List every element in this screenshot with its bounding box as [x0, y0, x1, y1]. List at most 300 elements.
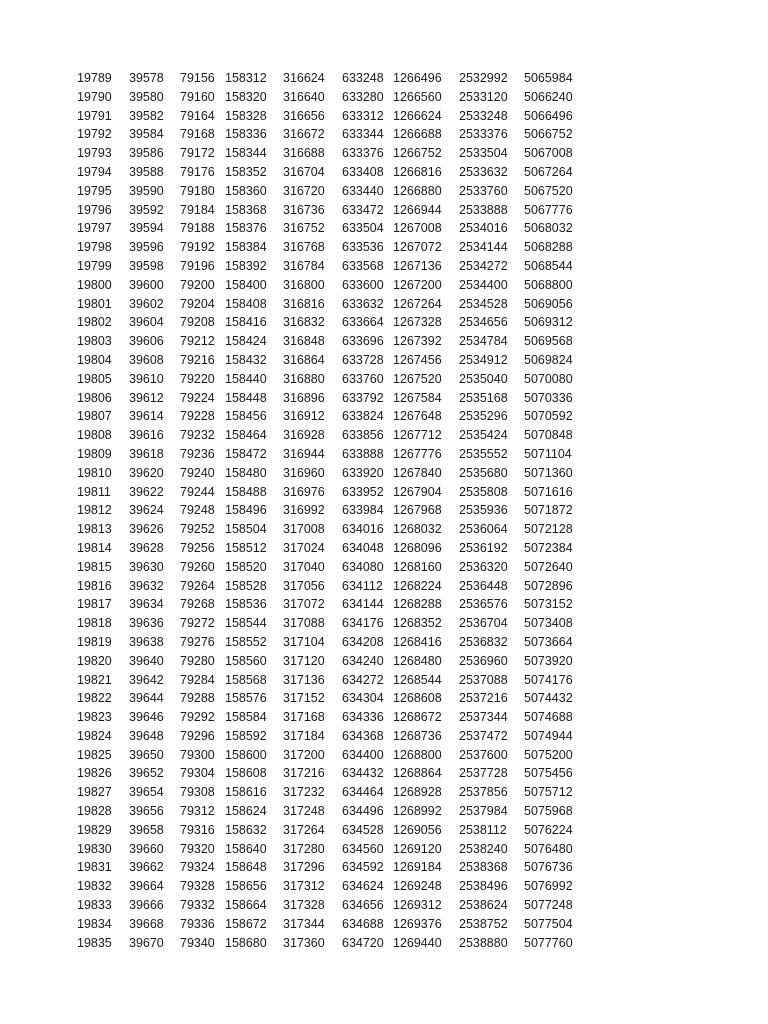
table-cell: 317184 — [283, 728, 325, 743]
table-cell: 39640 — [129, 653, 164, 668]
table-cell: 634176 — [342, 616, 384, 631]
table-cell: 5076992 — [524, 879, 573, 894]
table-cell: 633248 — [342, 71, 384, 85]
table-cell: 158576 — [225, 691, 267, 706]
table-cell: 79224 — [180, 390, 215, 405]
table-cell: 39644 — [129, 691, 164, 706]
table-cell: 2537856 — [459, 785, 508, 800]
table-cell: 316976 — [283, 484, 325, 499]
table-row — [0, 257, 768, 276]
table-cell: 2533504 — [459, 146, 508, 161]
table-cell: 5071872 — [524, 503, 573, 518]
table-cell: 1267072 — [393, 240, 442, 255]
table-cell: 1267712 — [393, 428, 442, 443]
table-cell: 19794 — [77, 164, 112, 179]
table-cell: 39660 — [129, 841, 164, 856]
table-cell: 79176 — [180, 164, 215, 179]
table-cell: 39662 — [129, 860, 164, 875]
table-cell: 633344 — [342, 127, 384, 142]
table-cell: 5074688 — [524, 710, 573, 725]
table-cell: 2534400 — [459, 277, 508, 292]
table-cell: 158536 — [225, 597, 267, 612]
table-cell: 2536832 — [459, 634, 508, 649]
table-cell: 39664 — [129, 879, 164, 894]
table-cell: 158656 — [225, 879, 267, 894]
table-cell: 158416 — [225, 315, 267, 330]
table-row — [0, 238, 768, 257]
table-cell: 1268352 — [393, 616, 442, 631]
table-cell: 317344 — [283, 916, 325, 931]
table-cell: 634560 — [342, 841, 384, 856]
table-cell: 158384 — [225, 240, 267, 255]
table-cell: 2537216 — [459, 691, 508, 706]
table-cell: 39628 — [129, 540, 164, 555]
table-cell: 1268864 — [393, 766, 442, 781]
table-row — [0, 69, 768, 88]
table-cell: 5070080 — [524, 371, 573, 386]
table-cell: 5067776 — [524, 202, 573, 217]
table-cell: 5073664 — [524, 634, 573, 649]
table-cell: 39598 — [129, 258, 164, 273]
table-cell: 1268096 — [393, 540, 442, 555]
table-cell: 634144 — [342, 597, 384, 612]
table-cell: 158616 — [225, 785, 267, 800]
table-cell: 316624 — [283, 71, 325, 85]
table-cell: 79324 — [180, 860, 215, 875]
table-cell: 158424 — [225, 334, 267, 349]
table-cell: 39624 — [129, 503, 164, 518]
table-cell: 158640 — [225, 841, 267, 856]
table-cell: 19820 — [77, 653, 112, 668]
table-cell: 19821 — [77, 672, 112, 687]
table-cell: 633696 — [342, 334, 384, 349]
table-cell: 1269184 — [393, 860, 442, 875]
table-cell: 19822 — [77, 691, 112, 706]
table-row — [0, 445, 768, 464]
table-cell: 39646 — [129, 710, 164, 725]
table-row — [0, 295, 768, 314]
table-cell: 317280 — [283, 841, 325, 856]
table-cell: 317072 — [283, 597, 325, 612]
table-cell: 158360 — [225, 183, 267, 198]
table-cell: 1266816 — [393, 164, 442, 179]
table-cell: 2534784 — [459, 334, 508, 349]
table-cell: 1267008 — [393, 221, 442, 236]
table-cell: 317328 — [283, 898, 325, 913]
table-cell: 5066496 — [524, 108, 573, 123]
table-cell: 316960 — [283, 465, 325, 480]
table-cell: 1267840 — [393, 465, 442, 480]
table-cell: 19802 — [77, 315, 112, 330]
table-cell: 633408 — [342, 164, 384, 179]
table-cell: 634016 — [342, 522, 384, 537]
number-table — [0, 69, 768, 952]
table-cell: 39638 — [129, 634, 164, 649]
table-cell: 633920 — [342, 465, 384, 480]
table-cell: 316992 — [283, 503, 325, 518]
table-cell: 316800 — [283, 277, 325, 292]
table-cell: 1268672 — [393, 710, 442, 725]
table-cell: 79160 — [180, 89, 215, 104]
table-row — [0, 520, 768, 539]
table-cell: 79304 — [180, 766, 215, 781]
table-cell: 79180 — [180, 183, 215, 198]
table-row — [0, 389, 768, 408]
table-cell: 19823 — [77, 710, 112, 725]
table-cell: 158488 — [225, 484, 267, 499]
table-cell: 634368 — [342, 728, 384, 743]
table-cell: 19833 — [77, 898, 112, 913]
table-cell: 5065984 — [524, 71, 573, 85]
table-cell: 2537984 — [459, 804, 508, 819]
table-cell: 39634 — [129, 597, 164, 612]
table-cell: 317200 — [283, 747, 325, 762]
table-cell: 2538880 — [459, 935, 508, 950]
table-cell: 19800 — [77, 277, 112, 292]
table-row — [0, 840, 768, 859]
table-cell: 633824 — [342, 409, 384, 424]
table-cell: 5072384 — [524, 540, 573, 555]
table-cell: 1268800 — [393, 747, 442, 762]
table-cell: 316864 — [283, 352, 325, 367]
table-cell: 316640 — [283, 89, 325, 104]
table-cell: 1268608 — [393, 691, 442, 706]
table-cell: 39670 — [129, 935, 164, 950]
table-cell: 5075456 — [524, 766, 573, 781]
table-cell: 2535296 — [459, 409, 508, 424]
table-cell: 1267200 — [393, 277, 442, 292]
table-cell: 19791 — [77, 108, 112, 123]
table-cell: 2537600 — [459, 747, 508, 762]
table-cell: 317136 — [283, 672, 325, 687]
table-cell: 39668 — [129, 916, 164, 931]
table-row — [0, 483, 768, 502]
table-cell: 39666 — [129, 898, 164, 913]
table-cell: 158632 — [225, 822, 267, 837]
table-cell: 19789 — [77, 71, 112, 85]
table-cell: 5072896 — [524, 578, 573, 593]
table-cell: 79192 — [180, 240, 215, 255]
table-row — [0, 426, 768, 445]
table-cell: 158552 — [225, 634, 267, 649]
table-cell: 39588 — [129, 164, 164, 179]
table-row — [0, 313, 768, 332]
table-cell: 633888 — [342, 446, 384, 461]
table-row — [0, 501, 768, 520]
table-cell: 317008 — [283, 522, 325, 537]
table-cell: 634464 — [342, 785, 384, 800]
table-row — [0, 351, 768, 370]
table-cell: 634624 — [342, 879, 384, 894]
table-row — [0, 896, 768, 915]
table-cell: 1266752 — [393, 146, 442, 161]
table-cell: 19811 — [77, 484, 111, 499]
table-cell: 5070336 — [524, 390, 573, 405]
table-row — [0, 464, 768, 483]
table-cell: 634240 — [342, 653, 384, 668]
table-cell: 79196 — [180, 258, 215, 273]
table-cell: 1267456 — [393, 352, 442, 367]
table-cell: 79284 — [180, 672, 215, 687]
table-cell: 39582 — [129, 108, 164, 123]
table-cell: 19792 — [77, 127, 112, 142]
table-row — [0, 877, 768, 896]
table-cell: 158648 — [225, 860, 267, 875]
table-cell: 158672 — [225, 916, 267, 931]
table-row — [0, 163, 768, 182]
table-cell: 317152 — [283, 691, 325, 706]
table-cell: 79280 — [180, 653, 215, 668]
table-cell: 79208 — [180, 315, 215, 330]
table-row — [0, 144, 768, 163]
table-cell: 1268416 — [393, 634, 442, 649]
table-cell: 2536448 — [459, 578, 508, 593]
table-cell: 316880 — [283, 371, 325, 386]
table-cell: 1267648 — [393, 409, 442, 424]
table-cell: 19809 — [77, 446, 112, 461]
table-cell: 316752 — [283, 221, 325, 236]
table-cell: 5069568 — [524, 334, 573, 349]
table-cell: 634720 — [342, 935, 384, 950]
table-cell: 39652 — [129, 766, 164, 781]
table-cell: 39632 — [129, 578, 164, 593]
table-cell: 79300 — [180, 747, 215, 762]
table-row — [0, 633, 768, 652]
table-cell: 316832 — [283, 315, 325, 330]
table-cell: 2538752 — [459, 916, 508, 931]
table-cell: 316816 — [283, 296, 325, 311]
table-row — [0, 802, 768, 821]
table-cell: 19799 — [77, 258, 112, 273]
table-row — [0, 858, 768, 877]
table-row — [0, 219, 768, 238]
table-cell: 158312 — [225, 71, 267, 85]
table-cell: 317024 — [283, 540, 325, 555]
table-cell: 158600 — [225, 747, 267, 762]
table-cell: 19818 — [77, 616, 112, 631]
table-cell: 634400 — [342, 747, 384, 762]
table-cell: 317040 — [283, 559, 325, 574]
table-cell: 2536704 — [459, 616, 508, 631]
table-cell: 1268544 — [393, 672, 442, 687]
table-cell: 634080 — [342, 559, 384, 574]
table-cell: 39584 — [129, 127, 164, 142]
table-cell: 39636 — [129, 616, 164, 631]
table-cell: 316944 — [283, 446, 325, 461]
table-cell: 1269312 — [393, 898, 442, 913]
table-cell: 19804 — [77, 352, 112, 367]
table-row — [0, 539, 768, 558]
table-cell: 158504 — [225, 522, 267, 537]
table-cell: 19805 — [77, 371, 112, 386]
table-cell: 5068288 — [524, 240, 573, 255]
table-cell: 634432 — [342, 766, 384, 781]
table-cell: 2537472 — [459, 728, 508, 743]
table-cell: 39630 — [129, 559, 164, 574]
table-cell: 633280 — [342, 89, 384, 104]
table-cell: 634112 — [342, 578, 383, 593]
table-cell: 1267584 — [393, 390, 442, 405]
table-cell: 5067008 — [524, 146, 573, 161]
table-cell: 1267392 — [393, 334, 442, 349]
table-cell: 79296 — [180, 728, 215, 743]
table-cell: 79320 — [180, 841, 215, 856]
table-cell: 633952 — [342, 484, 384, 499]
table-row — [0, 332, 768, 351]
table-cell: 1266944 — [393, 202, 442, 217]
table-cell: 19816 — [77, 578, 112, 593]
table-cell: 39600 — [129, 277, 164, 292]
table-cell: 2538496 — [459, 879, 508, 894]
table-cell: 5070592 — [524, 409, 573, 424]
table-cell: 317056 — [283, 578, 325, 593]
table-cell: 79260 — [180, 559, 215, 574]
table-cell: 39620 — [129, 465, 164, 480]
table-cell: 79236 — [180, 446, 215, 461]
table-cell: 5075968 — [524, 804, 573, 819]
table-cell: 2535424 — [459, 428, 508, 443]
table-cell: 633984 — [342, 503, 384, 518]
table-row — [0, 764, 768, 783]
table-cell: 79336 — [180, 916, 215, 931]
table-cell: 2538624 — [459, 898, 508, 913]
table-cell: 5068544 — [524, 258, 573, 273]
table-cell: 317248 — [283, 804, 325, 819]
table-cell: 19790 — [77, 89, 112, 104]
table-cell: 79332 — [180, 898, 215, 913]
table-cell: 158440 — [225, 371, 267, 386]
table-cell: 1268160 — [393, 559, 442, 574]
table-cell: 5073152 — [524, 597, 573, 612]
table-cell: 79200 — [180, 277, 215, 292]
table-cell: 634048 — [342, 540, 384, 555]
table-cell: 19828 — [77, 804, 112, 819]
table-cell: 5074176 — [524, 672, 573, 687]
table-row — [0, 614, 768, 633]
table-cell: 316768 — [283, 240, 325, 255]
table-cell: 1268928 — [393, 785, 442, 800]
table-cell: 39602 — [129, 296, 164, 311]
table-cell: 158528 — [225, 578, 267, 593]
table-cell: 316848 — [283, 334, 325, 349]
table-cell: 1266624 — [393, 108, 442, 123]
table-cell: 5075200 — [524, 747, 573, 762]
table-cell: 79276 — [180, 634, 215, 649]
table-cell: 19832 — [77, 879, 112, 894]
table-row — [0, 182, 768, 201]
table-cell: 1269440 — [393, 935, 442, 950]
table-cell: 79252 — [180, 522, 215, 537]
table-cell: 79264 — [180, 578, 215, 593]
table-cell: 634208 — [342, 634, 384, 649]
table-cell: 317104 — [283, 634, 325, 649]
table-cell: 19829 — [77, 822, 112, 837]
table-cell: 5069056 — [524, 296, 573, 311]
table-cell: 634592 — [342, 860, 384, 875]
table-cell: 2533888 — [459, 202, 508, 217]
table-cell: 158344 — [225, 146, 267, 161]
table-row — [0, 934, 768, 953]
table-cell: 316720 — [283, 183, 325, 198]
table-cell: 79220 — [180, 371, 215, 386]
table-cell: 316656 — [283, 108, 325, 123]
table-cell: 633312 — [342, 108, 384, 123]
table-cell: 79168 — [180, 127, 215, 142]
table-cell: 19830 — [77, 841, 112, 856]
table-cell: 1269376 — [393, 916, 442, 931]
table-cell: 79164 — [180, 108, 215, 123]
table-cell: 5077248 — [524, 898, 573, 913]
table-cell: 5070848 — [524, 428, 573, 443]
table-cell: 158320 — [225, 89, 267, 104]
table-cell: 39612 — [129, 390, 164, 405]
table-cell: 39610 — [129, 371, 164, 386]
table-cell: 158448 — [225, 390, 267, 405]
table-row — [0, 276, 768, 295]
table-cell: 19812 — [77, 503, 112, 518]
table-cell: 2533760 — [459, 183, 508, 198]
table-cell: 2535936 — [459, 503, 508, 518]
table-cell: 79268 — [180, 597, 215, 612]
table-cell: 158608 — [225, 766, 267, 781]
table-cell: 1267968 — [393, 503, 442, 518]
table-cell: 5077504 — [524, 916, 573, 931]
table-cell: 39596 — [129, 240, 164, 255]
table-cell: 79312 — [180, 804, 215, 819]
table-cell: 79204 — [180, 296, 215, 311]
table-cell: 633504 — [342, 221, 384, 236]
table-cell: 1266688 — [393, 127, 442, 142]
table-cell: 158584 — [225, 710, 267, 725]
table-cell: 2538368 — [459, 860, 508, 875]
table-cell: 2536960 — [459, 653, 508, 668]
table-cell: 317216 — [283, 766, 325, 781]
table-row — [0, 671, 768, 690]
table-cell: 39658 — [129, 822, 164, 837]
table-cell: 5071360 — [524, 465, 573, 480]
table-cell: 19825 — [77, 747, 112, 762]
table-cell: 79340 — [180, 935, 215, 950]
table-cell: 1267136 — [393, 258, 442, 273]
table-cell: 634656 — [342, 898, 384, 913]
table-cell: 317232 — [283, 785, 325, 800]
table-cell: 79184 — [180, 202, 215, 217]
table-cell: 19797 — [77, 221, 112, 236]
table-cell: 1266560 — [393, 89, 442, 104]
table-cell: 79240 — [180, 465, 215, 480]
table-cell: 2535808 — [459, 484, 508, 499]
table-cell: 158456 — [225, 409, 267, 424]
table-cell: 634304 — [342, 691, 384, 706]
table-cell: 39622 — [129, 484, 164, 499]
table-cell: 79244 — [180, 484, 215, 499]
table-cell: 19814 — [77, 540, 112, 555]
table-cell: 317296 — [283, 860, 325, 875]
table-cell: 39616 — [129, 428, 164, 443]
table-cell: 39650 — [129, 747, 164, 762]
table-cell: 158544 — [225, 616, 267, 631]
table-cell: 19795 — [77, 183, 112, 198]
table-cell: 19815 — [77, 559, 112, 574]
table-cell: 1267264 — [393, 296, 442, 311]
table-row — [0, 652, 768, 671]
table-cell: 5067520 — [524, 183, 573, 198]
table-cell: 5077760 — [524, 935, 573, 950]
table-cell: 633376 — [342, 146, 384, 161]
table-cell: 2537728 — [459, 766, 508, 781]
table-cell: 79292 — [180, 710, 215, 725]
table-cell: 39648 — [129, 728, 164, 743]
